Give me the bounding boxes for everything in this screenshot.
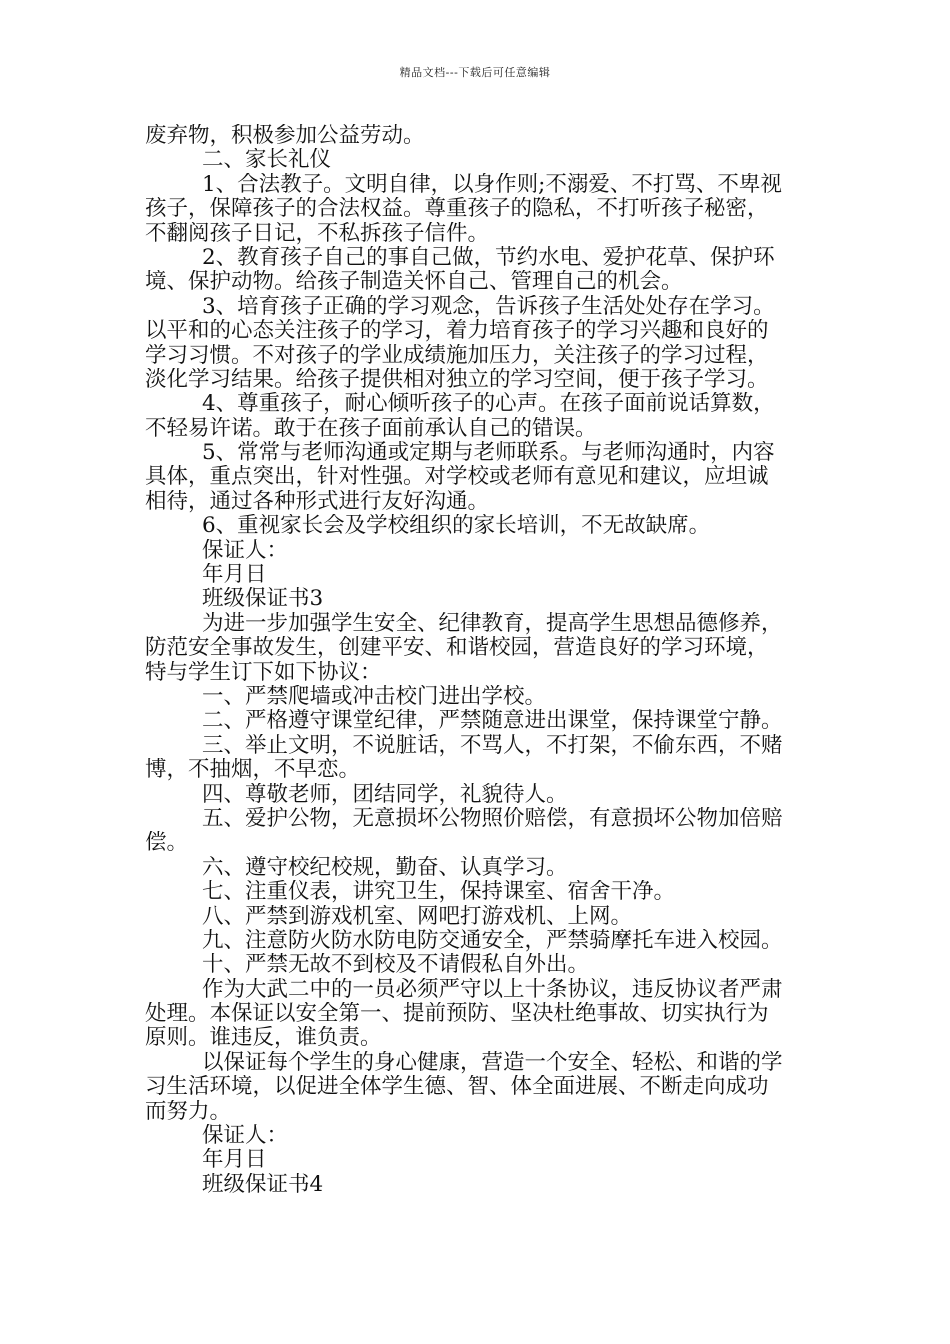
text-line: 以平和的心态关注孩子的学习，着力培育孩子的学习兴趣和良好的 [145,319,769,344]
text-line: 习生活环境，以促进全体学生德、智、体全面进展、不断走向成功 [145,1075,769,1100]
text-line: 不轻易许诺。敢于在孩子面前承认自己的错误。 [145,416,597,441]
document-body [145,124,811,1197]
text-line: 五、爱护公物，无意损坏公物照价赔偿，有意损坏公物加倍赔 [202,806,783,831]
text-line: 年月日 [202,563,267,588]
text-line: 二、家长礼仪 [202,148,332,173]
text-line: 学习习惯。不对孩子的学业成绩施加压力，关注孩子的学习过程， [145,343,769,368]
text-line: 而努力。 [145,1099,232,1124]
text-line: 以保证每个学生的身心健康，营造一个安全、轻松、和谐的学 [202,1050,783,1075]
text-line: 保证人： [202,538,289,563]
page-header: 精品文档---下载后可任意编辑 [399,66,551,79]
text-line: 4、尊重孩子，耐心倾听孩子的心声。在孩子面前说话算数， [202,392,775,417]
text-line: 处理。本保证以安全第一、提前预防、坚决杜绝事故、切实执行为 [145,1002,769,1027]
text-line: 1、合法教子。文明自律，以身作则;不溺爱、不打骂、不卑视 [202,172,782,197]
text-line: 为进一步加强学生安全、纪律教育，提高学生思想品德修养， [202,611,783,636]
text-line: 保证人： [202,1124,289,1149]
text-line: 3、培育孩子正确的学习观念，告诉孩子生活处处存在学习。 [202,294,775,319]
text-line: 防范安全事故发生，创建平安、和谐校园，营造良好的学习环境， [145,636,769,661]
text-line: 四、尊敬老师，团结同学，礼貌待人。 [202,782,568,807]
text-line: 六、遵守校纪校规，勤奋、认真学习。 [202,855,568,880]
text-line: 6、重视家长会及学校组织的家长培训，不无故缺席。 [202,514,711,539]
text-line: 相待，通过各种形式进行友好沟通。 [145,489,490,514]
text-line: 不翻阅孩子日记，不私拆孩子信件。 [145,221,490,246]
text-line: 淡化学习结果。给孩子提供相对独立的学习空间，便于孩子学习。 [145,367,769,392]
text-line: 八、严禁到游戏机室、网吧打游戏机、上网。 [202,904,633,929]
text-line: 三、举止文明，不说脏话，不骂人，不打架，不偷东西，不赌 [202,733,783,758]
text-line: 作为大武二中的一员必须严守以上十条协议，违反协议者严肃 [202,977,783,1002]
text-line: 九、注意防火防水防电防交通安全，严禁骑摩托车进入校园。 [202,928,783,953]
text-line: 班级保证书4 [202,1172,324,1197]
text-line: 一、严禁爬墙或冲击校门进出学校。 [202,684,547,709]
text-line: 博，不抽烟，不早恋。 [145,758,361,783]
text-line: 班级保证书3 [202,587,324,612]
text-line: 二、严格遵守课堂纪律，严禁随意进出课堂，保持课堂宁静。 [202,709,783,734]
text-line: 十、严禁无故不到校及不请假私自外出。 [202,953,590,978]
text-line: 原则。谁违反，谁负责。 [145,1026,382,1051]
text-line: 5、常常与老师沟通或定期与老师联系。与老师沟通时，内容 [202,441,775,466]
text-line: 境、保护动物。给孩子制造关怀自己、管理自己的机会。 [145,270,683,295]
text-line: 年月日 [202,1148,267,1173]
text-line: 特与学生订下如下协议： [145,660,382,685]
text-line: 废弃物，积极参加公益劳动。 [145,124,425,148]
text-line: 2、教育孩子自己的事自己做，节约水电、爱护花草、保护环 [202,245,775,270]
text-line: 七、注重仪表，讲究卫生，保持课室、宿舍干净。 [202,880,676,905]
text-line: 偿。 [145,831,189,856]
text-line: 具体，重点突出，针对性强。对学校或老师有意见和建议，应坦诚 [145,465,769,490]
text-line: 孩子，保障孩子的合法权益。尊重孩子的隐私，不打听孩子秘密， [145,197,769,222]
